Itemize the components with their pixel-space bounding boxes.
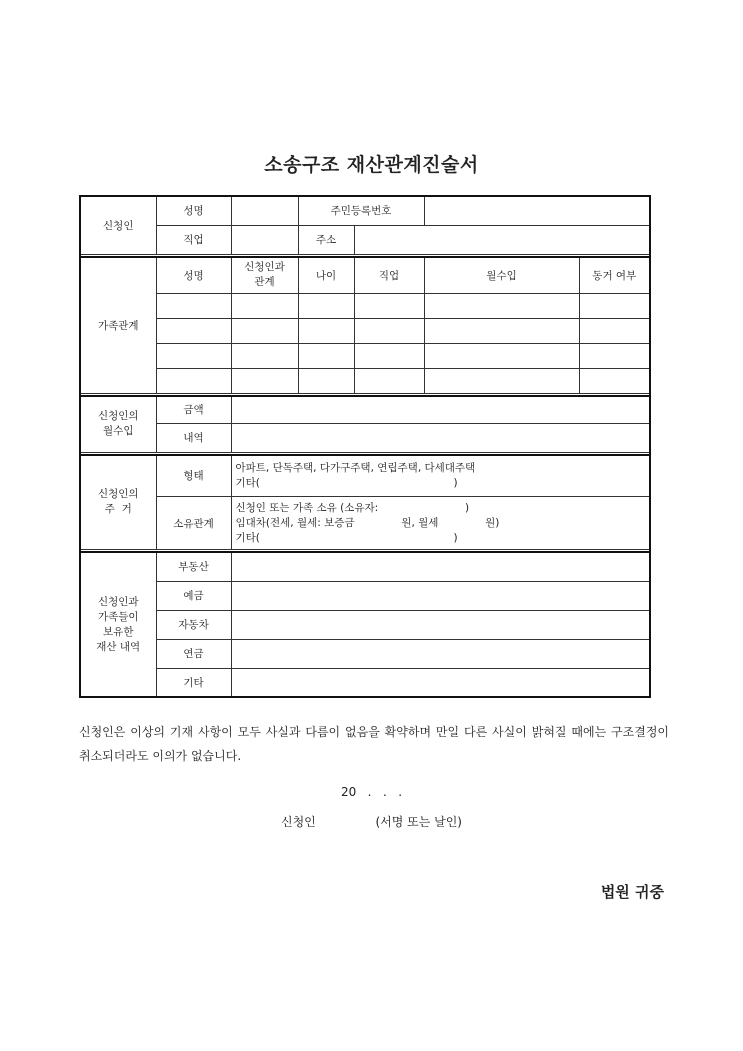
ownership-line3[interactable]: 기타( )	[235, 531, 458, 544]
family-header-name: 성명	[156, 257, 231, 294]
family-row	[80, 294, 650, 319]
address-field[interactable]	[354, 225, 650, 254]
family-cell[interactable]	[579, 344, 650, 369]
asset-real-estate-label: 부동산	[156, 552, 231, 581]
family-cell[interactable]	[298, 344, 354, 369]
family-cell[interactable]	[298, 319, 354, 344]
family-header-age: 나이	[298, 257, 354, 294]
income-amount-label: 금액	[156, 396, 231, 423]
family-row	[80, 319, 650, 344]
assets-label-line3: 보유한	[103, 625, 134, 638]
income-amount-field[interactable]	[231, 396, 650, 423]
family-header-relation-line2: 관계	[254, 276, 275, 289]
address-label: 주소	[298, 225, 354, 254]
family-cell[interactable]	[354, 319, 424, 344]
residence-type-options	[231, 455, 650, 497]
applicant-job-field[interactable]	[231, 225, 298, 254]
family-cell[interactable]	[354, 294, 424, 319]
asset-deposit-field[interactable]	[231, 581, 650, 610]
family-header-relation-line1: 신청인과	[244, 261, 285, 274]
family-cell[interactable]	[231, 294, 298, 319]
applicant-name-label: 성명	[156, 196, 231, 225]
signature-line	[0, 813, 743, 830]
family-cell[interactable]	[424, 294, 579, 319]
income-detail-label: 내역	[156, 423, 231, 452]
family-cell[interactable]	[354, 344, 424, 369]
family-cell[interactable]	[231, 369, 298, 394]
residence-type-label: 형태	[156, 455, 231, 497]
asset-pension-label: 연금	[156, 639, 231, 668]
family-cell[interactable]	[231, 344, 298, 369]
applicant-job-label: 직업	[156, 225, 231, 254]
family-header-job: 직업	[354, 257, 424, 294]
asset-other-label: 기타	[156, 668, 231, 697]
asset-deposit-label: 예금	[156, 581, 231, 610]
property-statement-table	[79, 195, 651, 698]
family-cell[interactable]	[354, 369, 424, 394]
income-detail-field[interactable]	[231, 423, 650, 452]
family-cell[interactable]	[424, 344, 579, 369]
signer-label: 신청인	[281, 815, 316, 829]
ownership-line1[interactable]: 신청인 또는 가족 소유 (소유자: )	[235, 501, 470, 514]
family-header-income: 월수입	[424, 257, 579, 294]
family-cell[interactable]	[579, 294, 650, 319]
income-section-label	[80, 396, 156, 452]
form-title: 소송구조 재산관계진술서	[264, 154, 479, 176]
family-row	[80, 369, 650, 394]
rrn-field[interactable]	[424, 196, 650, 225]
family-header-living-together: 동거 여부	[579, 257, 650, 294]
rrn-label: 주민등록번호	[298, 196, 424, 225]
ownership-options	[231, 497, 650, 550]
family-header-relation	[231, 257, 298, 294]
family-cell[interactable]	[231, 319, 298, 344]
ownership-label: 소유관계	[156, 497, 231, 550]
family-row	[80, 344, 650, 369]
signature-note[interactable]: (서명 또는 날인)	[375, 815, 462, 829]
court-addressee: 법원 귀중	[600, 883, 664, 901]
date-line[interactable]: 20 . . .	[340, 785, 403, 799]
family-cell[interactable]	[156, 319, 231, 344]
asset-pension-field[interactable]	[231, 639, 650, 668]
ownership-line2[interactable]: 임대차(전세, 월세: 보증금 원, 월세 원)	[235, 516, 500, 529]
assets-label-line4: 재산 내역	[96, 640, 141, 653]
applicant-section-label: 신청인	[80, 196, 156, 254]
income-label-line1: 신청인의	[97, 410, 139, 423]
residence-label-line2: 주 거	[104, 503, 132, 516]
assets-label-line1: 신청인과	[97, 595, 139, 608]
family-section-label: 가족관계	[80, 257, 156, 394]
assets-label-line2: 가족들이	[97, 610, 139, 623]
asset-other-field[interactable]	[231, 668, 650, 697]
assets-section-label	[80, 552, 156, 697]
asset-car-label: 자동차	[156, 610, 231, 639]
family-cell[interactable]	[298, 369, 354, 394]
residence-section-label	[80, 455, 156, 550]
family-cell[interactable]	[156, 369, 231, 394]
family-cell[interactable]	[298, 294, 354, 319]
residence-label-line1: 신청인의	[97, 488, 139, 501]
family-cell[interactable]	[424, 319, 579, 344]
pledge-statement: 신청인은 이상의 기재 사항이 모두 사실과 다름이 없음을 확약하며 만일 다른 사실이 밝혀질 때에는 구조결정이 취소되더라도 이의가 없습니다.	[79, 725, 669, 763]
income-label-line2: 월수입	[103, 425, 134, 438]
family-cell[interactable]	[156, 344, 231, 369]
residence-type-line1: 아파트, 단독주택, 다가구주택, 연립주택, 다세대주택	[235, 461, 476, 474]
applicant-name-field[interactable]	[231, 196, 298, 225]
asset-car-field[interactable]	[231, 610, 650, 639]
family-cell[interactable]	[424, 369, 579, 394]
asset-real-estate-field[interactable]	[231, 552, 650, 581]
residence-type-line2[interactable]: 기타( )	[235, 476, 458, 489]
family-cell[interactable]	[156, 294, 231, 319]
family-cell[interactable]	[579, 319, 650, 344]
family-cell[interactable]	[579, 369, 650, 394]
